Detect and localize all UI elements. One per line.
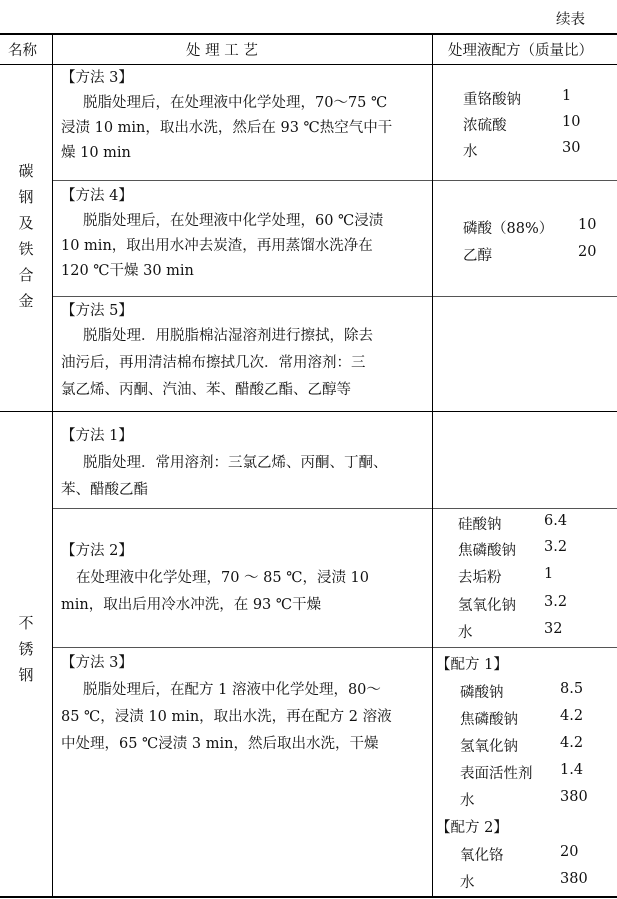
process-line: 油污后，再用清洁棉布擦拭几次．常用溶剂：三	[61, 355, 366, 371]
process-line: 脱脂处理后，在处理液中化学处理，60 ℃浸渍	[83, 213, 384, 229]
process-line: 脱脂处理后，在配方 1 溶液中化学处理，80～	[83, 682, 381, 698]
method-label: 【方法 5】	[61, 303, 133, 319]
method-label: 【方法 3】	[61, 70, 133, 86]
process-line: 120 ℃干燥 30 min	[61, 263, 194, 279]
header-formula: 处理液配方（质量比）	[448, 43, 593, 59]
table-bottom-rule	[0, 896, 617, 898]
formula-name: 氢氧化钠	[458, 598, 516, 614]
formula-name: 氧化铬	[460, 848, 504, 864]
formula-value: 380	[560, 789, 588, 805]
formula-name: 水	[458, 625, 473, 641]
formula-name: 水	[460, 793, 475, 809]
row-divider	[52, 180, 617, 181]
formula-value: 6.4	[544, 513, 568, 529]
process-line: 85 ℃，浸渍 10 min，取出水洗，再在配方 2 溶液	[61, 709, 392, 725]
formula-name: 重铬酸钠	[463, 92, 521, 108]
formula-value: 380	[560, 871, 588, 887]
formula-value: 20	[560, 844, 579, 860]
group-divider	[0, 411, 617, 412]
process-line: 脱脂处理．常用溶剂：三氯乙烯、丙酮、丁酮、	[83, 455, 388, 471]
formula-name: 磷酸（88%）	[463, 221, 554, 237]
table-top-rule	[0, 33, 617, 35]
row-divider	[52, 296, 617, 297]
continued-label: 续表	[556, 12, 585, 28]
formula-value: 4.2	[560, 708, 584, 724]
formula-value: 30	[562, 140, 581, 156]
formula-section-title: 【配方 1】	[436, 657, 508, 673]
formula-value: 10	[578, 217, 597, 233]
column-divider	[432, 33, 433, 897]
row-divider	[52, 508, 617, 509]
formula-name: 氢氧化钠	[460, 739, 518, 755]
process-line: 苯、醋酸乙酯	[61, 482, 148, 498]
column-divider	[52, 33, 53, 897]
group-name-carbon-steel: 碳钢及铁合金	[18, 162, 34, 310]
formula-value: 3.2	[544, 539, 568, 555]
method-label: 【方法 3】	[61, 655, 133, 671]
formula-section-title: 【配方 2】	[436, 820, 508, 836]
method-label: 【方法 4】	[61, 188, 133, 204]
method-label: 【方法 2】	[61, 543, 133, 559]
formula-name: 硅酸钠	[458, 517, 502, 533]
process-line: 脱脂处理后，在处理液中化学处理，70～75 ℃	[83, 95, 388, 111]
process-line: 在处理液中化学处理，70 ～ 85 ℃，浸渍 10	[76, 570, 370, 586]
formula-name: 焦磷酸钠	[458, 543, 516, 559]
process-line: 浸渍 10 min，取出水洗，然后在 93 ℃热空气中干	[61, 120, 393, 136]
formula-name: 磷酸钠	[460, 685, 504, 701]
formula-value: 10	[562, 114, 581, 130]
process-line: min，取出后用冷水冲洗，在 93 ℃干燥	[61, 597, 322, 613]
row-divider	[52, 647, 617, 648]
process-line: 中处理，65 ℃浸渍 3 min，然后取出水洗，干燥	[61, 736, 379, 752]
formula-value: 20	[578, 244, 597, 260]
formula-value: 4.2	[560, 735, 584, 751]
formula-name: 去垢粉	[458, 570, 502, 586]
header-bottom-rule	[0, 64, 617, 65]
formula-value: 8.5	[560, 681, 584, 697]
formula-name: 乙醇	[463, 248, 492, 264]
process-line: 10 min，取出用水冲去炭渣，再用蒸馏水洗净在	[61, 238, 373, 254]
formula-value: 32	[544, 621, 563, 637]
process-line: 燥 10 min	[61, 145, 131, 161]
formula-value: 1	[562, 88, 572, 104]
formula-name: 水	[463, 144, 478, 160]
formula-name: 表面活性剂	[460, 766, 533, 782]
header-name: 名称	[8, 43, 37, 59]
formula-name: 水	[460, 875, 475, 891]
method-label: 【方法 1】	[61, 428, 133, 444]
formula-name: 浓硫酸	[463, 118, 507, 134]
process-line: 氯乙烯、丙酮、汽油、苯、醋酸乙酯、乙醇等	[61, 382, 351, 398]
formula-name: 焦磷酸钠	[460, 712, 518, 728]
formula-value: 1	[544, 566, 554, 582]
header-process: 处 理 工 艺	[186, 43, 258, 59]
process-line: 脱脂处理．用脱脂棉沾湿溶剂进行擦拭，除去	[83, 328, 373, 344]
group-name-stainless-steel: 不锈钢	[18, 614, 34, 684]
formula-value: 3.2	[544, 594, 568, 610]
formula-value: 1.4	[560, 762, 584, 778]
